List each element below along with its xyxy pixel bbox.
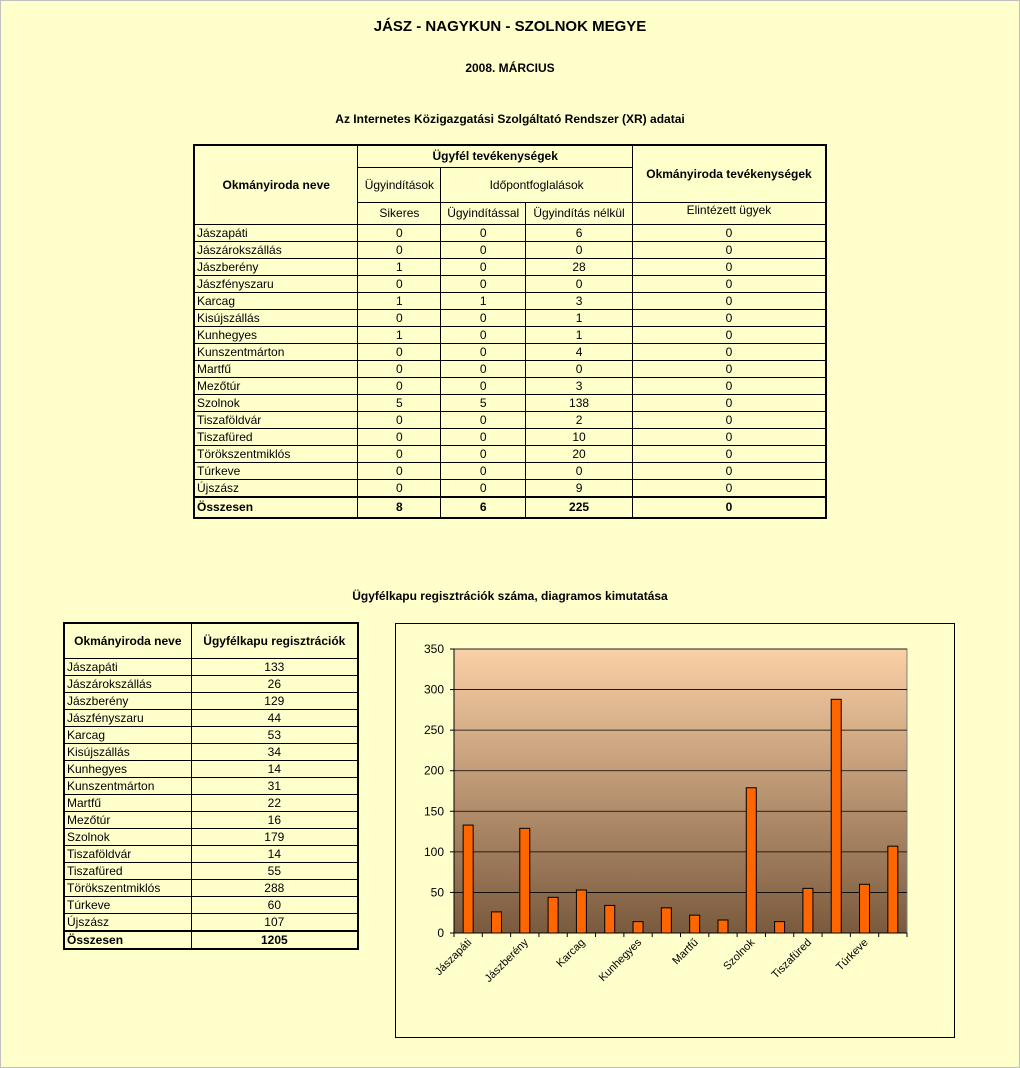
cell-ugyinditassal: 5 <box>441 394 526 411</box>
cell-office-name: Szolnok <box>64 829 191 846</box>
cell-office-name: Túrkeve <box>64 897 191 914</box>
cell-elintezett: 0 <box>632 258 826 275</box>
x-tick-label: Karcag <box>554 936 588 970</box>
header-office-name: Okmányiroda neve <box>64 623 191 659</box>
cell-ugyinditassal: 0 <box>441 411 526 428</box>
cell-elintezett: 0 <box>632 445 826 462</box>
header-client-activities: Ügyfél tevékenységek <box>358 145 632 167</box>
cell-nelkul: 4 <box>526 343 633 360</box>
cell-ugyinditassal: 0 <box>441 309 526 326</box>
cell-sikeres: 1 <box>358 258 441 275</box>
header-initiations: Ügyindítások <box>358 167 441 202</box>
total-registrations: 1205 <box>191 931 358 949</box>
cell-nelkul: 0 <box>526 462 633 479</box>
y-tick-label: 250 <box>423 723 444 738</box>
table-row <box>194 258 826 275</box>
cell-ugyinditassal: 0 <box>441 479 526 497</box>
cell-ugyinditassal: 0 <box>441 377 526 394</box>
header-with-initiation: Ügyindítással <box>441 202 526 224</box>
cell-sikeres: 0 <box>358 377 441 394</box>
bar <box>463 825 473 933</box>
cell-office-name: Túrkeve <box>194 462 358 479</box>
cell-elintezett: 0 <box>632 292 826 309</box>
header-completed: Elintézett ügyek <box>632 202 826 224</box>
cell-office-name: Kunszentmárton <box>64 778 191 795</box>
cell-sikeres: 0 <box>358 343 441 360</box>
table-row <box>64 897 358 914</box>
xr-data-table <box>193 144 827 519</box>
table-row <box>64 727 358 744</box>
cell-office-name: Újszász <box>194 479 358 497</box>
cell-ugyinditassal: 0 <box>441 275 526 292</box>
cell-office-name: Karcag <box>64 727 191 744</box>
cell-ugyinditassal: 1 <box>441 292 526 309</box>
table-row <box>64 676 358 693</box>
cell-elintezett: 0 <box>632 309 826 326</box>
bar <box>746 788 756 933</box>
cell-elintezett: 0 <box>632 343 826 360</box>
cell-elintezett: 0 <box>632 411 826 428</box>
total-row <box>64 931 358 949</box>
cell-registrations: 14 <box>191 846 358 863</box>
y-tick-label: 300 <box>423 682 444 697</box>
cell-office-name: Jászapáti <box>64 659 191 676</box>
bar <box>633 922 643 933</box>
table-row <box>64 659 358 676</box>
cell-office-name: Karcag <box>194 292 358 309</box>
y-tick-label: 50 <box>430 885 444 900</box>
table-row <box>194 292 826 309</box>
bar <box>775 922 785 933</box>
cell-sikeres: 0 <box>358 275 441 292</box>
cell-office-name: Jászfényszaru <box>64 710 191 727</box>
cell-registrations: 14 <box>191 761 358 778</box>
table-row <box>194 394 826 411</box>
x-tick-label: Kunhegyes <box>596 936 645 985</box>
cell-registrations: 133 <box>191 659 358 676</box>
cell-sikeres: 0 <box>358 411 441 428</box>
cell-ugyinditassal: 0 <box>441 428 526 445</box>
x-tick-label: Jászapáti <box>432 936 475 978</box>
cell-office-name: Tiszaföldvár <box>64 846 191 863</box>
cell-nelkul: 2 <box>526 411 633 428</box>
cell-office-name: Kisújszállás <box>64 744 191 761</box>
total-ugyinditassal: 6 <box>441 497 526 518</box>
cell-office-name: Mezőtúr <box>194 377 358 394</box>
cell-ugyinditassal: 0 <box>441 241 526 258</box>
bar <box>548 897 558 933</box>
total-label: Összesen <box>64 931 191 949</box>
cell-registrations: 288 <box>191 880 358 897</box>
cell-registrations: 60 <box>191 897 358 914</box>
header-office-name: Okmányiroda neve <box>194 145 358 224</box>
table-row <box>194 377 826 394</box>
cell-registrations: 55 <box>191 863 358 880</box>
header-office-activities: Okmányiroda tevékenységek <box>632 145 826 202</box>
table-row <box>194 428 826 445</box>
cell-office-name: Mezőtúr <box>64 812 191 829</box>
table-row <box>64 863 358 880</box>
cell-registrations: 22 <box>191 795 358 812</box>
table-row <box>194 479 826 497</box>
y-tick-label: 350 <box>423 642 444 656</box>
cell-elintezett: 0 <box>632 241 826 258</box>
cell-sikeres: 0 <box>358 224 441 241</box>
cell-elintezett: 0 <box>632 377 826 394</box>
cell-office-name: Szolnok <box>194 394 358 411</box>
page-subtitle: 2008. MÁRCIUS <box>465 61 555 75</box>
cell-ugyinditassal: 0 <box>441 360 526 377</box>
cell-nelkul: 0 <box>526 275 633 292</box>
cell-registrations: 26 <box>191 676 358 693</box>
table-row <box>64 693 358 710</box>
cell-office-name: Jászfényszaru <box>194 275 358 292</box>
cell-sikeres: 0 <box>358 309 441 326</box>
chart-svg <box>396 624 954 1037</box>
table-row <box>194 275 826 292</box>
cell-ugyinditassal: 0 <box>441 462 526 479</box>
table-row <box>64 914 358 932</box>
header-appointments: Időpontfoglalások <box>441 167 633 202</box>
cell-elintezett: 0 <box>632 275 826 292</box>
cell-registrations: 16 <box>191 812 358 829</box>
y-tick-label: 200 <box>423 763 444 778</box>
table-row <box>194 360 826 377</box>
table-row <box>64 778 358 795</box>
cell-office-name: Jászberény <box>64 693 191 710</box>
bar <box>520 828 530 933</box>
cell-registrations: 53 <box>191 727 358 744</box>
total-row <box>194 497 826 518</box>
cell-registrations: 44 <box>191 710 358 727</box>
cell-office-name: Törökszentmiklós <box>194 445 358 462</box>
cell-office-name: Tiszafüred <box>194 428 358 445</box>
table-row <box>194 411 826 428</box>
registration-chart <box>395 623 955 1038</box>
cell-office-name: Kisújszállás <box>194 309 358 326</box>
cell-sikeres: 0 <box>358 360 441 377</box>
bar <box>576 890 586 933</box>
table-row <box>64 795 358 812</box>
cell-sikeres: 0 <box>358 241 441 258</box>
total-sikeres: 8 <box>358 497 441 518</box>
cell-office-name: Tiszaföldvár <box>194 411 358 428</box>
registration-caption: Ügyfélkapu regisztrációk száma, diagramos kimutatása <box>352 589 668 603</box>
cell-elintezett: 0 <box>632 394 826 411</box>
cell-office-name: Újszász <box>64 914 191 932</box>
cell-ugyinditassal: 0 <box>441 258 526 275</box>
table-row <box>64 812 358 829</box>
cell-sikeres: 0 <box>358 479 441 497</box>
cell-office-name: Jászberény <box>194 258 358 275</box>
cell-nelkul: 3 <box>526 377 633 394</box>
cell-elintezett: 0 <box>632 462 826 479</box>
bar <box>831 699 841 933</box>
header-successful: Sikeres <box>358 202 441 224</box>
cell-registrations: 179 <box>191 829 358 846</box>
cell-office-name: Kunszentmárton <box>194 343 358 360</box>
cell-nelkul: 0 <box>526 360 633 377</box>
cell-elintezett: 0 <box>632 224 826 241</box>
cell-registrations: 129 <box>191 693 358 710</box>
x-tick-label: Martfű <box>670 936 701 968</box>
cell-nelkul: 9 <box>526 479 633 497</box>
cell-nelkul: 1 <box>526 326 633 343</box>
header-registrations: Ügyfélkapu regisztrációk <box>191 623 358 659</box>
bar <box>860 884 870 933</box>
cell-nelkul: 10 <box>526 428 633 445</box>
table-row <box>194 224 826 241</box>
cell-office-name: Jászárokszállás <box>194 241 358 258</box>
cell-sikeres: 1 <box>358 326 441 343</box>
cell-nelkul: 138 <box>526 394 633 411</box>
bar <box>888 846 898 933</box>
cell-sikeres: 5 <box>358 394 441 411</box>
cell-office-name: Törökszentmiklós <box>64 880 191 897</box>
table-row <box>194 309 826 326</box>
cell-ugyinditassal: 0 <box>441 445 526 462</box>
xr-table-caption: Az Internetes Közigazgatási Szolgáltató Rendszer (XR) adatai <box>335 112 685 126</box>
cell-nelkul: 1 <box>526 309 633 326</box>
cell-nelkul: 3 <box>526 292 633 309</box>
table-row <box>64 880 358 897</box>
table-row <box>64 846 358 863</box>
cell-sikeres: 0 <box>358 428 441 445</box>
cell-elintezett: 0 <box>632 360 826 377</box>
cell-sikeres: 0 <box>358 445 441 462</box>
bar <box>661 908 671 933</box>
cell-nelkul: 0 <box>526 241 633 258</box>
cell-nelkul: 28 <box>526 258 633 275</box>
cell-elintezett: 0 <box>632 428 826 445</box>
y-tick-label: 100 <box>423 844 444 859</box>
x-tick-label: Szolnok <box>721 936 758 973</box>
table-row <box>194 241 826 258</box>
bar <box>491 912 501 933</box>
cell-office-name: Tiszafüred <box>64 863 191 880</box>
cell-nelkul: 20 <box>526 445 633 462</box>
cell-ugyinditassal: 0 <box>441 326 526 343</box>
table-row <box>64 761 358 778</box>
table-row <box>64 744 358 761</box>
table-row <box>194 326 826 343</box>
cell-sikeres: 1 <box>358 292 441 309</box>
cell-office-name: Martfű <box>64 795 191 812</box>
cell-office-name: Kunhegyes <box>194 326 358 343</box>
table-row <box>64 829 358 846</box>
cell-sikeres: 0 <box>358 462 441 479</box>
cell-office-name: Jászapáti <box>194 224 358 241</box>
y-tick-label: 150 <box>423 804 444 819</box>
cell-registrations: 107 <box>191 914 358 932</box>
table-row <box>194 462 826 479</box>
cell-nelkul: 6 <box>526 224 633 241</box>
table-row <box>194 343 826 360</box>
table-row <box>194 445 826 462</box>
total-elintezett: 0 <box>632 497 826 518</box>
x-tick-label: Jászberény <box>482 936 531 985</box>
cell-office-name: Jászárokszállás <box>64 676 191 693</box>
cell-office-name: Kunhegyes <box>64 761 191 778</box>
cell-ugyinditassal: 0 <box>441 224 526 241</box>
cell-registrations: 31 <box>191 778 358 795</box>
bar <box>803 888 813 933</box>
bar <box>605 905 615 933</box>
bar <box>718 920 728 933</box>
registration-table <box>63 622 359 950</box>
bar <box>690 915 700 933</box>
total-nelkul: 225 <box>526 497 633 518</box>
cell-office-name: Martfű <box>194 360 358 377</box>
cell-ugyinditassal: 0 <box>441 343 526 360</box>
y-tick-label: 0 <box>437 926 444 940</box>
total-label: Összesen <box>194 497 358 518</box>
cell-elintezett: 0 <box>632 479 826 497</box>
x-tick-label: Tiszafüred <box>769 936 815 982</box>
page-title: JÁSZ - NAGYKUN - SZOLNOK MEGYE <box>373 18 647 35</box>
cell-elintezett: 0 <box>632 326 826 343</box>
table-row <box>64 710 358 727</box>
header-without-initiation: Ügyindítás nélkül <box>526 202 633 224</box>
x-tick-label: Túrkeve <box>834 936 871 974</box>
cell-registrations: 34 <box>191 744 358 761</box>
